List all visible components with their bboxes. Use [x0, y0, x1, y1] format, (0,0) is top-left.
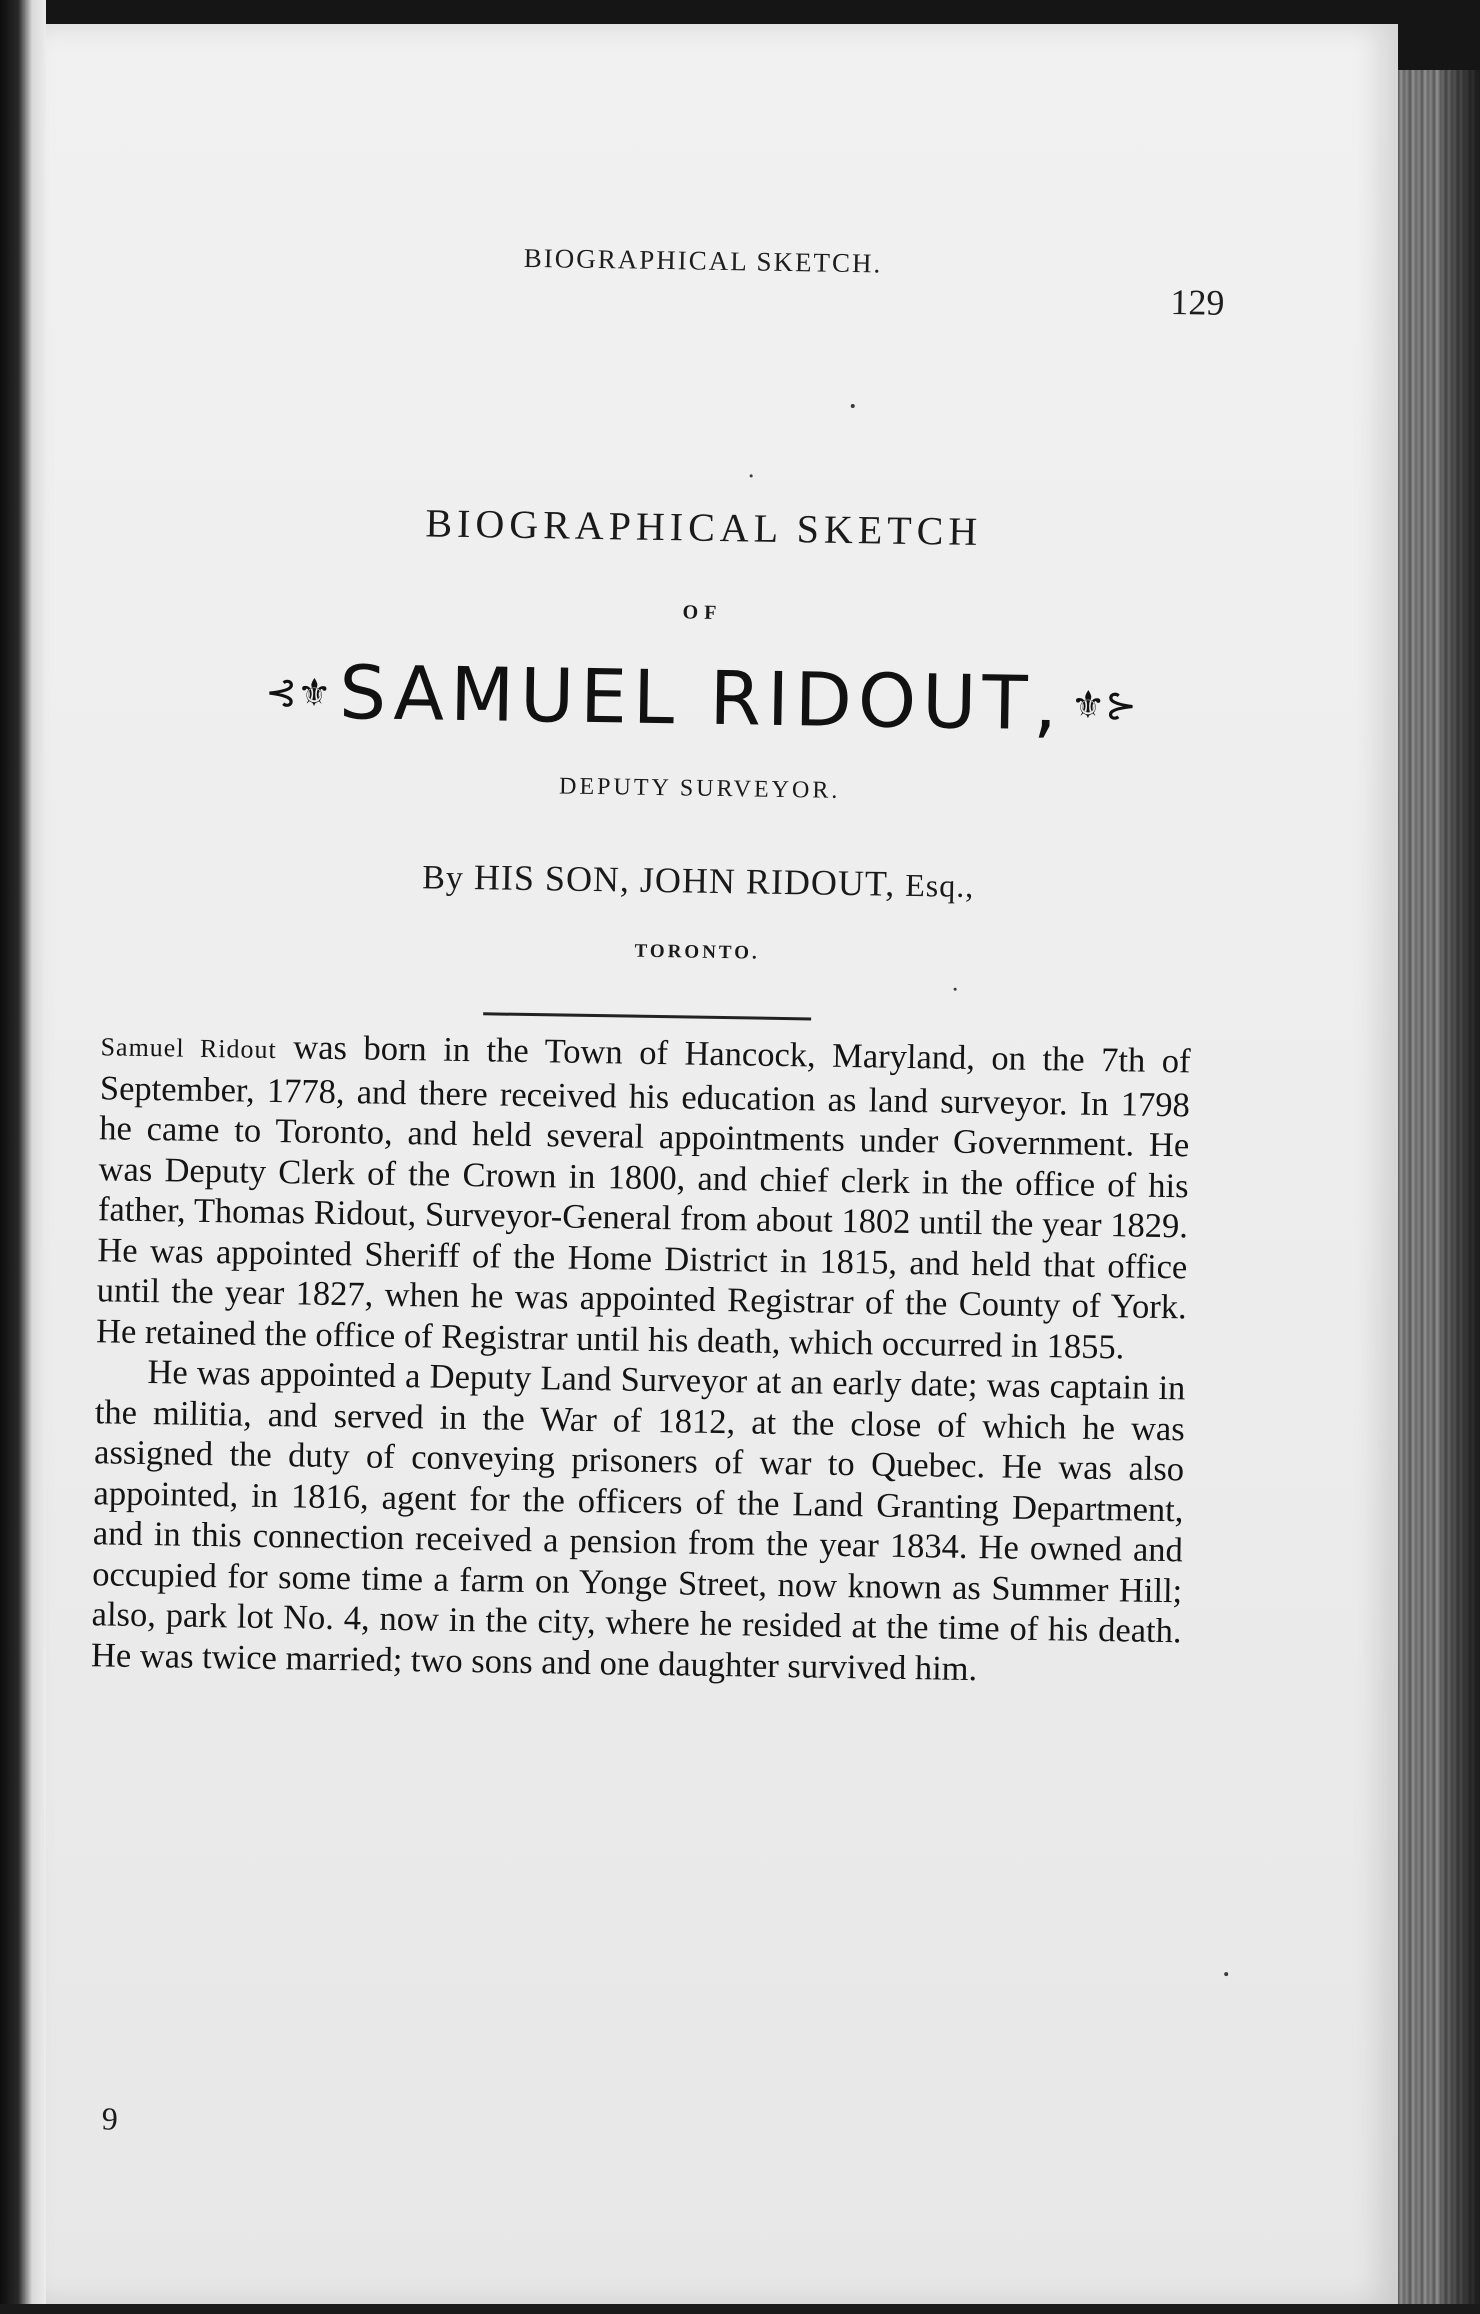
- byline: [43, 849, 1353, 912]
- book-page: [46, 24, 1398, 2304]
- page-number: 129: [1170, 281, 1225, 323]
- section-divider: [483, 1012, 811, 1020]
- byline-place: TORONTO.: [634, 940, 760, 964]
- fleuron-left-icon: ⊰⚜: [265, 669, 332, 715]
- page-content: [21, 13, 1409, 2314]
- byline-by: By: [421, 859, 465, 897]
- signature-mark: 9: [101, 2100, 119, 2137]
- paragraph-2: He was appointed a Deputy Land Surveyor at an early date; was captain in the militia, and served in the War of 1812, at the close of which he was assigned the duty of conveying prisoners of war to Quebec. He was also appointed, in 1816, agent for the officers of the Land Granting Department, and in this connection received a pension from the year 1834. He owned and occupied for some time a farm on Yonge Street, now known as Summer Hill; also, park lot No. 4, now in the city, where he resided at the time of his death. He was twice married; two sons and one daughter survived him.: [90, 1353, 1186, 1688]
- byline-author: HIS SON, JOHN RIDOUT,: [463, 856, 906, 904]
- title-name-row: [46, 645, 1357, 752]
- paragraph-1: [96, 1024, 1191, 1368]
- running-head: BIOGRAPHICAL SKETCH.: [523, 242, 883, 279]
- paragraph-lead: Samuel Ridout: [100, 1032, 277, 1065]
- subject-name: SAMUEL RIDOUT,: [338, 649, 1064, 748]
- body-text: [91, 1024, 1191, 1692]
- paper-speck: [1224, 1972, 1228, 1976]
- book-fore-edge-shadow: [1440, 70, 1480, 2304]
- title-heading: BIOGRAPHICAL SKETCH: [425, 500, 983, 555]
- paragraph-1-text: was born in the Town of Hancock, Maryland, on the 7th of September, 1778, and there received his education as land surveyor. In 1798 he came to Toronto, and held several appointments under Government. He was Deputy Clerk of the Crown in 1800, and chief clerk in the office of his father, Thomas Ridout, Surveyor-General from about 1802 until the year 1829. He was appointed Sheriff of the Home District in 1815, and held that office until the year 1827, when he was appointed Registrar of the County of York. He retained the office of Registrar until his death, which occurred in 1855.: [95, 1028, 1191, 1366]
- byline-esq: Esq.,: [904, 866, 975, 904]
- paper-speck: [954, 988, 957, 991]
- title-of: OF: [682, 601, 723, 624]
- subject-role: DEPUTY SURVEYOR.: [558, 773, 841, 804]
- paper-speck: [750, 474, 753, 477]
- fleuron-right-icon: ⚜⊱: [1070, 682, 1138, 728]
- paper-speck: [851, 404, 855, 408]
